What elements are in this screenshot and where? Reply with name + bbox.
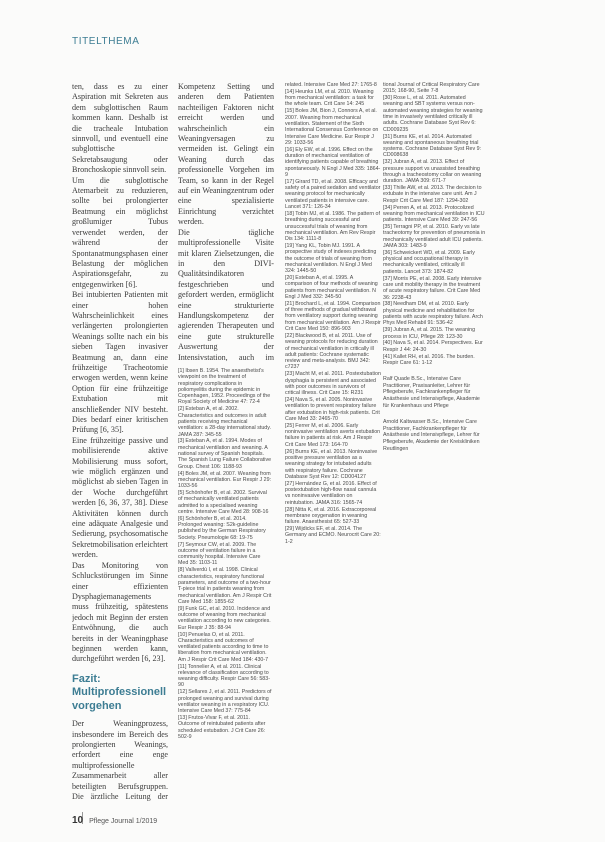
reference-item: [24] Nava S, et al. 2005. Noninvasive ventilation to prevent respiratory failure after extubation in high-risk patients. Crit Care Med 33: 2465-70 [285,397,380,422]
reference-item: [35] Terragni PP, et al. 2010. Early vs late tracheotomy for prevention of pneumonia in mechanically ventilated adult ICU patients. JAMA 303: 1483-9 [383,224,486,249]
body-column-2 [178,82,274,362]
reference-item: [2] Esteban A, et al. 2002. Characteristics and outcomes in adult patients receiving mechanical ventilation: a 28-day international study. JAMA 287: 345-55 [178,406,271,438]
reference-item: [25] Ferrer M, et al. 2006. Early noninvasive ventilation averts extubation failure in patients at risk. Am J Respir Crit Care Med 173: 164-70 [285,422,381,448]
reference-item: [28] Nitta K, et al. 2016. Extracorporeal membrane oxygenation in weaning failure. Anaesthesist 65: 527-33 [285,506,377,526]
reference-item: [40] Nava S, et al. 2014. Perspectives. Eur Respir J 44: 24-30 [383,340,483,353]
reference-item: [20] Esteban A, et al. 1995. A comparison of four methods of weaning patients from mechanical ventilation. N Engl J Med 332: 345-50 [285,275,378,300]
reference-list-3 [383,82,486,822]
reference-item: [23] Macht M, et al. 2011. Postextubation dysphagia is persistent and associated with poor outcomes in survivors of critical illness. Crit Care 15: R231 [285,371,381,397]
paragraph: Kompetenz Setting und anderen dem Patienten nachteiligen Faktoren nicht erreicht werden und wahrscheinlich ein Weaningversagen zu vermeiden ist. Gelingt ein Weaning durch das professionelle Vorgehen im Team, so kann in der Regel auf ein Weaningzentrum oder eine spezialisierte Einrichtung verzichtet werden. [178,82,274,227]
reference-item: [36] Schweickert WD, et al. 2009. Early physical and occupational therapy in mechanically ventilated, critically ill patients. Lancet 373: 1874-82 [383,249,475,275]
paragraph: Bei intubierten Patienten mit einer hohen Wahrscheinlichkeit eines verlängerten prolongierten Weanings sollte nach ein bis sieben Tagen invasiver Beatmung an, dann eine frühzeitige Tracheotomie erwogen werden, wenn keine Option für eine frühzeitige Extubation mit anschließender NIV besteht. Dies bedarf einer kritischen Prüfung [6, 35]. [72,290,168,435]
reference-item: [9] Funk GC, et al. 2010. Incidence and outcome of weaning from mechanical ventilation according to new categories. Eur Respir J 35: 88-94 [178,605,271,631]
section-header: TITELTHEMA [72,36,140,47]
reference-item: [30] Rose L, et al. 2011. Automated weaning and SBT systems versus non-automated weaning strategies for weaning time in invasively ventilated critically ill adults. Cochrane Database Syst Rev 6: CD009235 [383,95,483,133]
reference-item: [38] Needham DM, et al. 2010. Early physical medicine and rehabilitation for patients with acute respiratory failure. Arch Phys Med Rehabil 91: 536-42 [383,301,483,327]
reference-item: [16] Ely EW, et al. 1996. Effect on the duration of mechanical ventilation of identifying patients capable of breathing spontaneously. N Engl J Med 335: 1864-9 [285,146,381,178]
body-column-1 [72,82,168,802]
paragraph: Das Monitoring von Schluckstörungen im Sinne einer effizienten Dysphagiemanagements muss frühzeitig, spätestens jedoch mit Beginn der ersten Entwöhnung, die auch bereits in der Weaningphase beginnen werden kann, durchgeführt werden [6, 23]. [72,560,168,664]
reference-item: [15] Boles JM, Bion J, Connors A, et al. 2007. Weaning from mechanical ventilation. Statement of the Sixth International Consensus Conference on Intensive Care Medicine. Eur Respir J 29: 1033-56 [285,108,379,146]
reference-item: [11] Tonnelier A, et al. 2011. Clinical relevance of classification according to weaning difficulty. Respir Care 56: 583-90 [178,663,270,689]
reference-item: [41] Kallet RH, et al. 2016. The burden. Respir Care 61: 1-12 [383,353,475,366]
page-number: 10 [72,815,84,826]
reference-item: related. Intensive Care Med 27: 1765-8 [285,82,377,88]
journal-name: Pflege Journal 1/2019 [89,818,158,825]
reference-item: [27] Hernández G, et al. 2016. Effect of postextubation high-flow nasal cannula vs noninvasive ventilation on reintubation. JAMA 316: 1565-74 [285,480,377,506]
reference-item: [5] Schönhofer B, et al. 2002. Survival of mechanically ventilated patients admitted to a specialised weaning centre. Intensive Care Med 28: 908-16 [178,490,269,515]
reference-item: [1] Ibsen B. 1954. The anaesthetist's viewpoint on the treatment of respiratory complications in poliomyelitis during the epidemic in Copenhagen, 1952. Proceedings of the Royal Society of Medicine 47: 72-4 [178,368,271,406]
reference-item: [32] Jubran A, et al. 2013. Effect of pressure support vs unassisted breathing through a tracheostomy collar on weaning duration. JAMA 309: 671-7 [383,159,482,185]
reference-item: [10] Penuelas O, et al. 2011. Characteristics and outcomes of ventilated patients according to time to liberation from mechanical ventilation. Am J Respir Crit Care Med 184: 430-7 [178,631,269,663]
reference-item: [31] Burns KE, et al. 2014. Automated weaning and spontaneous breathing trial systems. Cochrane Database Syst Rev 9: CD008638 [383,133,482,159]
reference-item: [34] Perren A, et al. 2013. Protocolized weaning from mechanical ventilation in ICU patients. Intensive Care Med 39: 247-56 [383,204,485,224]
reference-list-2 [285,82,381,822]
reference-item: [12] Sellares J, et al. 2011. Predictors of prolonged weaning and survival during ventilator weaning in a respiratory ICU. Intensive Care Med 37: 775-84 [178,689,272,715]
paragraph: Die tägliche multiprofessionelle Visite mit klaren Zielsetzungen, die in den DIVI-Qualitätsindikatoren festgeschrieben und gefordert werden, ermöglicht eine strukturierte Handlungskompetenz der agierenden Therapeuten und eine gute strukturelle Auswertung der Intensivstation, auch im [178,227,274,362]
paragraph: Um die subglottische Atemarbeit zu reduzieren, sollte bei prolongierter Beatmung ein möglichst großlumiger Tubus verwendet werden, der während der Spontanatmungsphasen einer Belastung der möglichen Aspirationsgefahr, zu entgegenwirken [6]. [72,175,168,289]
subheading: Fazit: Multiprofessionell vorgehen [72,672,167,712]
page-footer [72,815,157,826]
paragraph: Der Weaningprozess, insbesondere im Bereich des prolongierten Weanings, erfordert eine enge multiprofessionelle Zusammenarbeit aller beteiligten Berufsgruppen. Die ärztliche Leitung der [72,719,168,802]
reference-item: [7] Seymour CW, et al. 2009. The outcome of ventilation failure in a community hospital. Intensive Care Med 35: 1103-11 [178,541,261,567]
reference-item: [13] Frutos-Vivar F, et al. 2011. Outcome of reintubated patients after scheduled extubation. J Crit Care 26: 502-9 [178,715,266,741]
paragraph: Eine frühzeitige passive und mobilisierende aktive Mobilisierung muss sofort, wie möglich ergänzen und möglichst ab sieben Tagen in der Woche durchgeführt werden [6, 36, 37, 38]. Diese Aktivitäten können durch eine adäquate Analgesie und Sedierung, psychosomatische Sekretmobilisation erleichtert werden. [72,435,168,560]
reference-item: [33] Thille AW, et al. 2013. The decision to extubate in the intensive care unit. Am J Respir Crit Care Med 187: 1294-302 [383,185,482,204]
reference-item: [6] Schönhofer B, et al. 2014. Prolonged weaning: S2k-guideline published by the German Respiratory Society. Pneumologie 68: 19-75 [178,515,266,541]
reference-item: [39] Jubran A, et al. 2015. The weaning process in ICU, Pflege 28: 123-30 [383,327,476,340]
author-bio: Ralf Quade B.Sc., Intensive Care Practitioner, Praxisanleiter, Lehrer für Pflegeberufe, Fachkrankenpfleger für Anästhesie und Intensivpflege, Akademie für Krankenhaus und Pflege [383,376,480,409]
reference-item: [19] Yang KL, Tobin MJ. 1991. A prospective study of indexes predicting the outcome of trials of weaning from mechanical ventilation. N Engl J Med 324: 1445-50 [285,242,377,275]
paragraph: ten, dass es zu einer Aspiration mit Sekreten aus dem subglottischen Raum kommen kann. Deshalb ist die tracheale Intubation sinnvoll, und eventuell eine subglottische Sekretabsaugung oder Bronchoskopie sinnvoll sein. [72,82,168,175]
reference-item: [21] Brochard L, et al. 1994. Comparison of three methods of gradual withdrawal from ventilatory support during weaning from mechanical ventilation. Am J Respir Crit Care Med 150: 896-903 [285,300,381,333]
reference-item: [18] Tobin MJ, et al. 1986. The pattern of breathing during successful and unsuccessful trials of weaning from mechanical ventilation. Am Rev Respir Dis 134: 1111-8 [285,210,380,243]
reference-item: [22] Blackwood B, et al. 2011. Use of weaning protocols for reducing duration of mechanical ventilation in critically ill adult patients: Cochrane systematic review and meta-analysis. BMJ 342: c7237 [285,332,378,371]
reference-item: tional Journal of Critical Respiratory Care 2015; 168-90, Seite 7-8 [383,82,480,95]
author-bio: Arnold Kaltwasser B.Sc., Intensive Care Practitioner, Fachkrankenpfleger für Anästhesie und Intensivpflege, Lehrer für Pflegeberufe, Akademie der Kreiskliniken Reutlingen [383,419,480,452]
reference-item: [29] Wijdicks EF, et al. 2014. The Germany and ECMO. Neurocrit Care 20: 1-2 [285,525,381,545]
reference-item: [37] Morris PE, et al. 2008. Early intensive care unit mobility therapy in the treatment of acute respiratory failure. Crit Care Med 36: 2238-43 [383,275,482,301]
reference-item: [4] Boles JM, et al. 2007. Weaning from mechanical ventilation. Eur Respir J 29: 1033-56 [178,470,272,490]
reference-item: [8] Vallverdú I, et al. 1998. Clinical characteristics, respiratory functional parameters, and outcome of a two-hour T-piece trial in patients weaning from mechanical ventilation. Am J Respir Crit Care Med 158: 1855-62 [178,567,272,605]
reference-item: [26] Burns KE, et al. 2013. Noninvasive positive pressure ventilation as a weaning strategy for intubated adults with respiratory failure. Cochrane Database Syst Rev 12: CD004127 [285,448,378,480]
reference-item: [14] Heunks LM, et al. 2010. Weaning from mechanical ventilation: a task for the whole team. Crit Care 14: 245 [285,88,374,108]
reference-item: [3] Esteban A, et al. 1994. Modes of mechanical ventilation and weaning. A national survey of Spanish hospitals. The Spanish Lung Failure Collaborative Group. Chest 106: 1188-93 [178,438,272,470]
reference-item: [17] Girard TD, et al. 2008. Efficacy and safety of a paired sedation and ventilator weaning protocol for mechanically ventilated patients in intensive care. Lancet 371: 126-34 [285,178,381,211]
reference-list-1 [178,368,272,838]
